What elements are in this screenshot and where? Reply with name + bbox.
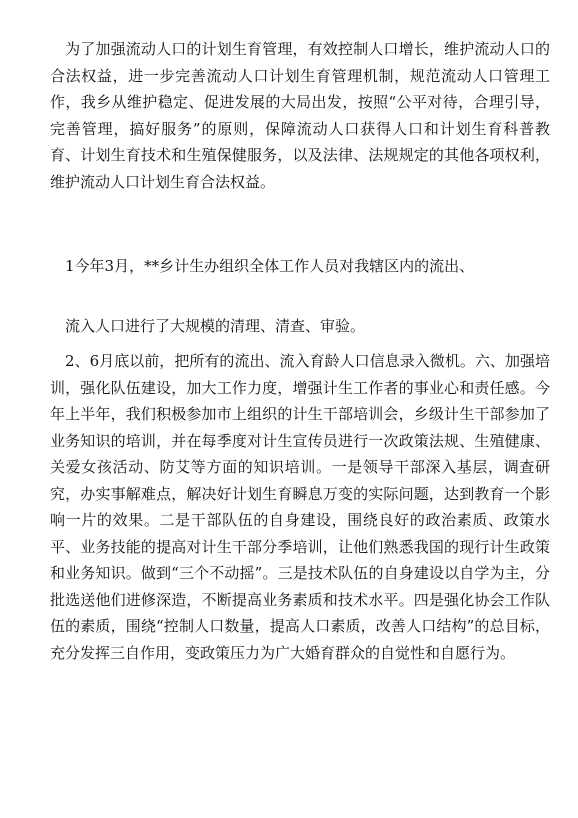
- paragraph-intro: 为了加强流动人口的计划生育管理，有效控制人口增长，维护流动人口的合法权益，进一步完善流动人口计划生育管理机制，规范流动人口管理工作，我乡从维护稳定、促进发展的大局出发，按照“公平对待，合理引导，完善管理，搞好服务”的原则，保障流动人口获得人口和计划生育科普教育、计划生育技术和生殖保健服务，以及法律、法规规定的其他各项权利，维护流动人口计划生育合法权益。: [50, 40, 550, 191]
- paragraph-item-2: 2、6月底以前，把所有的流出、流入育龄人口信息录入微机。六、加强培训，强化队伍建设，加大工作力度，增强计生工作者的事业心和责任感。今年上半年，我们积极参加市上组织的计生干部培训会，乡级计生干部参加了业务知识的培训，并在每季度对计生宣传员进行一次政策法规、生殖健康、关爱女孩活动、防艾等方面的知识培训。一是领导干部深入基层，调查研究，办实事解难点，解决好计划生育瞬息万变的实际问题，达到教育一个影响一片的效果。二是干部队伍的自身建设，围绕良好的政治素质、政策水平、业务技能的提高对计生干部分季培训，让他们熟悉我国的现行计生政策和业务知识。做到“三个不动摇”。三是技术队伍的自身建设以自学为主，分批选送他们进修深造，不断提高业务素质和技术水平。四是强化协会工作队伍的素质，围绕“控制人口数量，提高人口素质，改善人口结构”的总目标，充分发挥三自作用，变政策压力为广大婚育群众的自觉性和自愿行为。: [50, 352, 550, 662]
- paragraph-item-1: 1今年3月，**乡计生办组织全体工作人员对我辖区内的流出、: [50, 257, 475, 275]
- paragraph-item-1-continued: 流入人口进行了大规模的清理、清查、审验。: [50, 317, 366, 335]
